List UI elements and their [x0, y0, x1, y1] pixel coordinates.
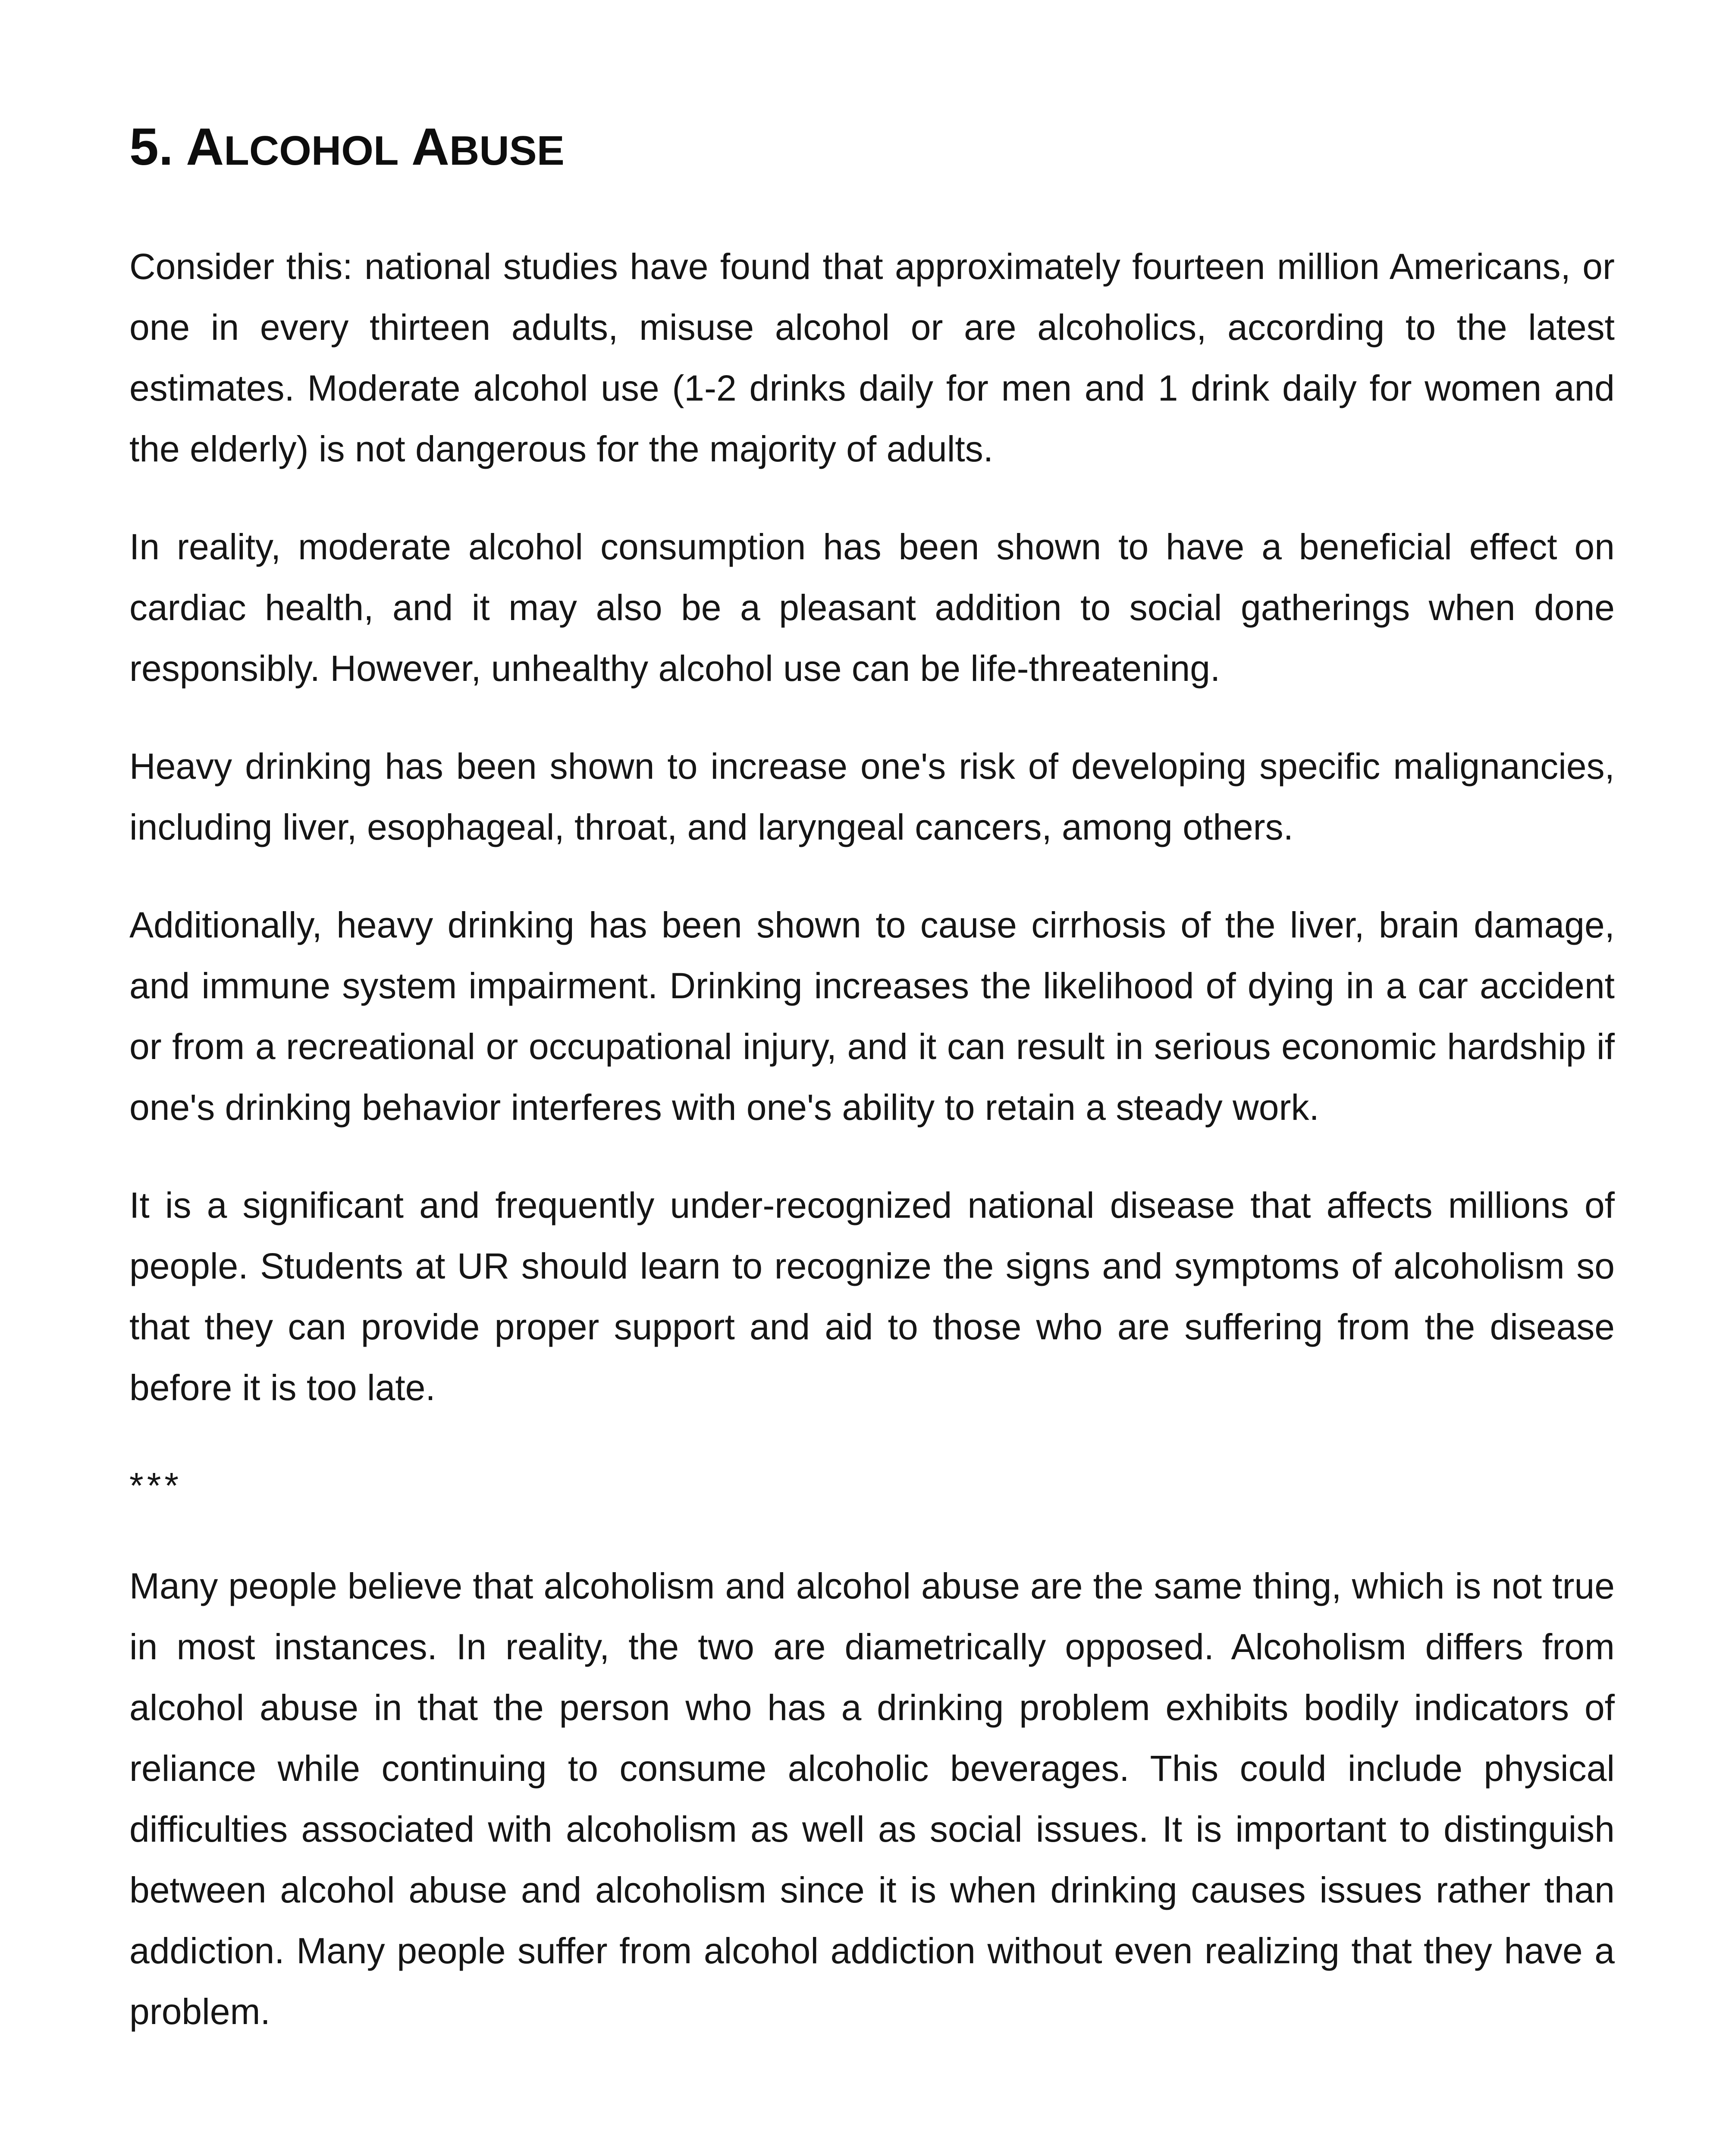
paragraph-alcoholism-vs-abuse: Many people believe that alcoholism and alcohol abuse are the same thing, which is not true in most instances. In reality, the two are diametrically opposed. Alcoholism differs from alcohol abuse in that the person who has a drinking problem exhibits bodily indicators of reliance while continuing to consume alcoholic beverages. This could include physical difficulties associated with alcoholism as well as social issues. It is important to distinguish between alcohol abuse and alcoholism since it is when drinking causes issues rather than addiction. Many people suffer from alcohol addiction without even realizing that they have a problem.: [129, 1566, 1615, 2032]
title-word1-rest: LCOHOL: [224, 128, 399, 174]
title-word1-initial: A: [186, 117, 224, 176]
title-word2-rest: BUSE: [449, 128, 565, 174]
paragraph-national-disease: It is a significant and frequently under-recognized national disease that affects millions of people. Students at UR should learn to recognize the signs and symptoms of alcoholism so that they can provide proper support and aid to those who are suffering from the disease before it is too late.: [129, 1185, 1615, 1408]
title-word2-initial: A: [411, 117, 449, 176]
paragraph-health-effects: Additionally, heavy drinking has been shown to cause cirrhosis of the liver, brain damage, and immune system impairment. Drinking increases the likelihood of dying in a car accident or from a recreational or occupational injury, and it can result in serious economic hardship if one's drinking behavior interferes with one's ability to retain a steady work.: [129, 905, 1615, 1128]
body-text: [129, 236, 1615, 2079]
section-number: 5.: [129, 117, 173, 176]
paragraph-moderate-use: In reality, moderate alcohol consumption has been shown to have a beneficial effect on cardiac health, and it may also be a pleasant addition to social gatherings when done responsibly. However, unhealthy alcohol use can be life-threatening.: [129, 526, 1615, 689]
paragraph-prevalence: Consider this: national studies have found that approximately fourteen million Americans, or one in every thirteen adults, misuse alcohol or are alcoholics, according to the latest estimates. Moderate alcohol use (1-2 drinks daily for men and 1 drink daily for women and the elderly) is not dangerous for the majority of adults.: [129, 246, 1615, 469]
section-separator: ***: [129, 1465, 182, 1506]
paragraph-cancer-risk: Heavy drinking has been shown to increase one's risk of developing specific malignancies, including liver, esophageal, throat, and laryngeal cancers, among others.: [129, 746, 1615, 847]
section-heading: [129, 108, 565, 190]
